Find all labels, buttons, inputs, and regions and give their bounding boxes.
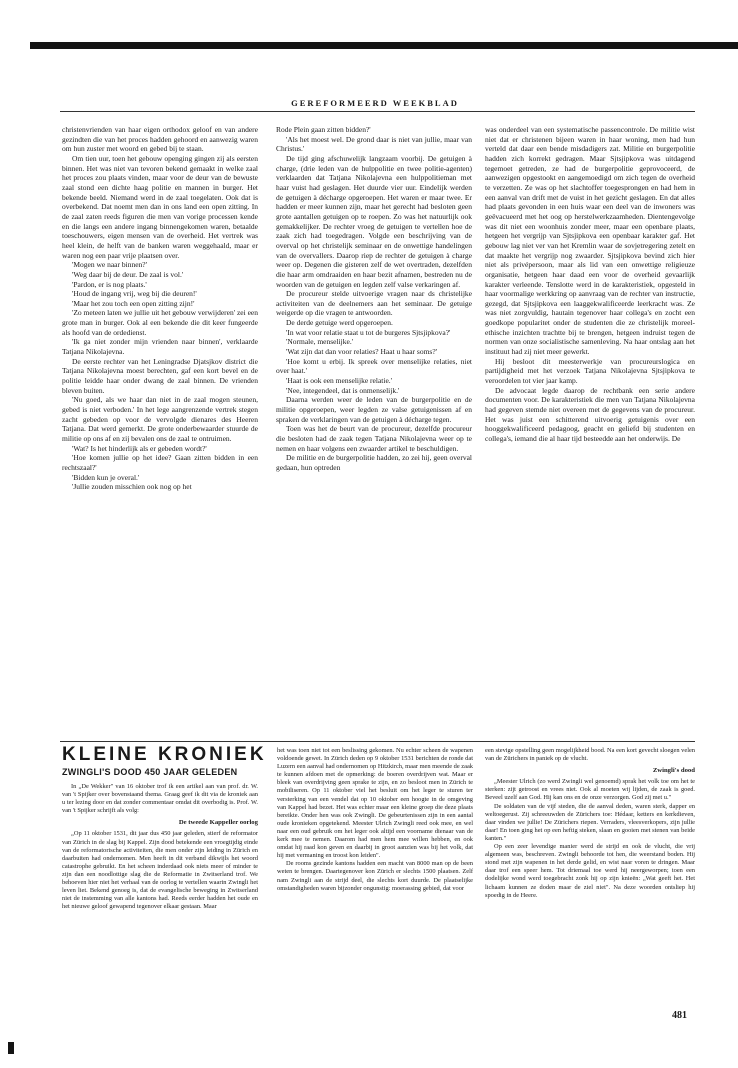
- kroniek-paragraph: „Meester Ulrich (zo werd Zwingli wel genoemd) sprak het volk toe om het te sterken: zijt getroost en vrees niet. Ook al moeten wij lijden, de zaak is goed. Beveel uzelf aan God. Hij kan ons en de onze verzorgen. God zij met u.": [485, 778, 695, 802]
- article-paragraph: Daarna werden weer de leden van de burgerpolitie en de militie opgeroepen, weer legden ze valse getuigenissen af en spraken de verklaringen van de getuigen à décharge tegen.: [276, 395, 472, 424]
- article-paragraph: Om tien uur, toen het gebouw openging gingen zij als eersten binnen. Het was niet van tevoren bekend gemaakt in welke zaal het proces zou plaats vinden, maar voor de deur van de bewuste zaal stond een dichte haag politie en mannen in burger. Het bekende beeld. Niemand werd in de zaal toegelaten. Ook dat is overbekend. Dat noemt men dan in ons land een open zitting. In de zaal zaten reeds figuren die men van vorige processen kende en die langs een andere ingang binnengekomen waren, betaalde toeschouwers, eigen mensen van de overheid. Het vertrek was heel klein, de helft van de banken waren weggehaald, maar er waren nog een paar vrije plaatsen over.: [62, 153, 258, 260]
- article-paragraph: 'Bidden kun je overal.': [72, 472, 140, 482]
- article-paragraph: De eerste rechter van het Leningradse Djatsjkov district die Tatjana Nikolajevna moest berechten, gaf een kort bevel en de politie leidde haar onder dwang de zaal binnen. De vrienden bleven buiten.: [62, 356, 258, 395]
- article-paragraph: 'Nee, integendeel, dat is onmenselijk.': [286, 385, 400, 395]
- kroniek-column-3: [485, 747, 695, 900]
- article-paragraph: 'Normale, menselijke.': [286, 337, 354, 347]
- article-paragraph: 'Ik ga niet zonder mijn vrienden naar binnen', verklaarde Tatjana Nikolajevna.: [62, 337, 258, 357]
- article-paragraph: De militie en de burgerpolitie hadden, zo zei hij, geen overval gedaan, hun optreden: [276, 453, 472, 472]
- article-paragraph: 'Hoe komt u erbij. Ik spreek over menselijke relaties, niet over haat.': [276, 356, 472, 376]
- header-rule: [60, 111, 695, 112]
- article-paragraph: De derde getuige werd opgeroepen.: [286, 318, 393, 328]
- article-paragraph: Rode Plein gaan zitten bidden?': [276, 125, 371, 134]
- kroniek-title: KLEINE KRONIEK: [62, 744, 267, 765]
- kroniek-subtitle: ZWINGLI'S DOOD 450 JAAR GELEDEN: [62, 767, 238, 777]
- article-paragraph: Hij besloot dit meesterwerkje van procureurslogica en partijdigheid met het verzoek Tatjana Nikolajevna Sjtsjipkova te veroordelen tot vier jaar kamp.: [485, 356, 695, 386]
- article-column-2: [276, 125, 472, 473]
- article-paragraph: De tijd ging afschuwelijk langzaam voorbij. De getuigen à charge, (drie leden van de hulppolitie en twee politie-agenten) verklaarden dat Tatjana Nikolajevna een hulppolitieman met haar vuist had geslagen. Het duurde vier uur. Eindelijk werden de getuigen à décharge opgeroepen. Het waren er maar twee. Er hadden er meer kunnen zijn, maar het gerecht had besloten geen grote aantallen getuigen op te roepen. Zo was het natuurlijk ook gemakkelijker. De rechter vroeg de getuigen te vertellen hoe de zaak zich had toegedragen. Volgde een beschrijving van de overval op het christelijk seminaar en de onwettige handelingen van de overvallers. Daarop riep de rechter de getuigen à charge weer op. Degenen die gisteren zelf de wet overtraden, dezelfden die haar arm omdraaiden en haar bezit afnamen, bestreden nu de woorden van de getuigen en legden zelf valse verkaringen af.: [276, 153, 472, 289]
- article-paragraph: 'Hoe komen jullie op het idee? Gaan zitten bidden in een rechtszaal?': [62, 453, 258, 472]
- kroniek-heading-kappeller: De tweede Kappeller oorlog: [178, 819, 258, 827]
- article-column-1: [62, 125, 258, 492]
- article-paragraph: 'Nu goed, als we haar dan niet in de zaal mogen steunen, gebed is niet verboden.' In het lege aangrenzende vertrek stegen zacht gebeden op voor de vervolgde dienares des Heeren Tatjana. Dat werd gemerkt. De grote onderbewaarder stuurde de militie op ons af en zij bevalen ons de zaal te ontruimen.: [62, 395, 258, 443]
- kroniek-paragraph: een stevige opstelling geen mogelijkheid bood. Na een kort gevecht sloegen velen van de Zürichers in paniek op de vlucht.: [485, 747, 695, 763]
- article-paragraph: 'Wat zijn dat dan voor relaties? Haat u haar soms?': [286, 347, 437, 357]
- article-paragraph: 'Mogen we naar binnen?': [72, 260, 147, 270]
- article-column-3: [485, 125, 695, 444]
- article-paragraph: 'Als het moest wel. De grond daar is niet van jullie, maar van Christus.': [276, 134, 472, 154]
- kroniek-paragraph: „Op 11 oktober 1531, dit jaar dus 450 jaar geleden, stierf de reformator van Zürich in de slag bij Kappel. Zijn dood betekende een vroegtijdig einde van de reformatorische activiteiten, die men onder zijn leiding in Zürich en daarbuiten had ondernomen. Men heeft in dit verband dikwijls het woord catastrophe gebruikt. En het scheen inderdaad ook niets meer of minder te zijn dan een noodlottige slag die de Reformatie in Zwitserland trof. We behoeven hier niet het verhaal van de oorlog te vertellen waarin Zwingli het leven liet. Bekend genoeg is, dat de evangelische beweging in Zwitserland niet de instemming van alle kantons had. Reeds eerder hadden het oude en het nieuwe geloof gewapend tegenover elkaar gestaan. Maar: [62, 830, 258, 911]
- corner-mark: [8, 1042, 14, 1054]
- article-paragraph: De procureur stelde uitvoerige vragen naar ds christelijke activiteiten van de deelnemers aan het seminaar. De getuige weigerde op die vragen te antwoorden.: [276, 289, 472, 318]
- kroniek-column-2: [277, 747, 473, 893]
- article-paragraph: Toen was het de beurt van de procureur, dezelfde procureur die besloten had de zaak tegen Tatjana Nikolajevna weer op te nemen en haar volgens een zwaarder artikel te beschuldigen.: [276, 424, 472, 453]
- kroniek-heading-zwingli-dood: Zwingli's dood: [652, 767, 695, 775]
- kroniek-paragraph: De rooms gezinde kantons hadden een macht van 8000 man op de been weten te brengen. Daartegenover kon Zürich er slechts 1500 plaatsen. Zelf nam Zwingli aan de strijd deel, die slechts kort duurde. De plaatselijke omstandigheden waren bijzonder ongunstig: moerassing gebied, dat voor: [277, 860, 473, 892]
- page-number: 481: [672, 1010, 687, 1021]
- kroniek-paragraph: het was toen niet tot een beslissing gekomen. Nu echter scheen de wapenen voldoende gewet. In Zürich deden op 9 oktober 1531 berichten de ronde dat Luzern een aanval had ondernomen op Hitzkirch, maar men meende de zaak te kunnen afdoen met de opmerking: de boeren overdrijven wat. Maar er bleek van overdrijving geen sprake te zijn, en zo besloot men in Zürich te mobiliseren. Op 11 oktober viel het besluit om het leger te sturen ter versterking van een vendel dat op 10 oktober een hoogte in de omgeving van Kappel had bezet. Het was echter maar een kleine groep die deze plaats bereikte. Onder hen was ook Zwingli. De gebeurtenissen zijn in een aantal oude kronieken opgetekend. Meester Ulrich Zwingli reed ook mee, en wel naar een oud gebruik om het leger ook altijd een voorname dienaar van de kerk mee te nemen. Daarom had men hem mee willen hebben, en ook omdat hij raad kon geven en daarbij in groot aanzien was bij het volk, dat hij met vermaning en troost kon leiden".: [277, 747, 473, 860]
- article-paragraph: 'Weg daar bij de deur. De zaal is vol.': [72, 269, 184, 279]
- running-header: GEREFORMEERD WEEKBLAD: [291, 98, 459, 108]
- kroniek-column-1: [62, 783, 258, 911]
- article-paragraph: 'Houd de ingang vrij, weg bij die deuren!': [72, 289, 197, 299]
- section-rule: [60, 741, 695, 742]
- article-paragraph: christenvrienden van haar eigen orthodox geloof en van andere gezindten die van het proces hadden gehoord en aanwezig waren om hun zuster met woord en gebed bij te staan.: [62, 125, 258, 154]
- article-paragraph: 'Jullie zouden misschien ook nog op het: [72, 482, 192, 492]
- kroniek-paragraph: Op een zeer levendige manier werd de strijd en ook de vlucht, die vrij algemeen was, beschreven. Zwingli behoorde tot hen, die weerstand boden. Hij stond met zijn wapenen in het derde gelid, en wist naar voren te dringen. Maar daar trof een speer hem. Tot driemaal toe werd hij neergeworpen; toen een dodelijke wond werd toegebracht zonk hij op zijn knieën: „Wat geeft het. Het lichaam kunnen ze doden maar de ziel niet". Na deze woorden ontsliep hij spoedig in de Heere.: [485, 843, 695, 899]
- kroniek-intro: In „De Wekker" van 16 oktober trof ik een artikel aan van prof. dr. W. van 't Spijker over bovenstaand thema. Graag geef ik dit via de kroniek aan u ter lezing door en dat zonder commentaar omdat dit overbodig is. Prof. W. van 't Spijker schrijft als volg:: [62, 783, 258, 815]
- article-paragraph: 'Haat is ook een menselijke relatie.': [286, 376, 392, 386]
- article-paragraph: 'Pardon, er is nog plaats.': [72, 279, 147, 289]
- kroniek-paragraph: De soldaten van de vijf steden, die de aanval deden, waren sterk, dapper en weltoegerust. Zij schreeuwden de Zürichers toe: Hédaar, ketters en kerkdieven, daar vinden we jullie! De Zürichers riepen. Verraders, vleesverkopers, zijn jullie daar! En toen ging het op een heftig steken, slaan en gooien met stenen van beide kanten.": [485, 802, 695, 842]
- top-black-bar: [30, 42, 738, 49]
- article-paragraph: was onderdeel van een systematische passencontrole. De militie wist niet dat er christenen bijeen waren in haar woning, men had hun verteld dat daar een bende misdadigers zat. Militie en burgerpolitie hadden zich korrekt gedragen. Maar Sjtsjipkova was uitdagend tegemoet getreden, ze had de burgerpolitie geprovoceerd, de aanwezigen opgestookt en aangemoedigd om zich tegen de overheid te verzetten. Ze was op het slachtoffer toegesprongen en had hem in een aanval van drift met de vuist in het gezicht geslagen. En dat alles had plaats gevonden in een huis waar een deel van de inwoners was geëvacueerd met het oog op herstelwerkzaamheden. Dientengevolge was dit niet een woonhuis zonder meer, maar een openbare plaats, hetgeen het vergrijp van Sjtsjipkova een openbaar karakter gaf. Het gebouw lag niet ver van het Kremlin waar de sovjetregering zetelt en dat maakte het vergrijp nog zwaarder. Sjtsjipkova bevind zich hier niet als privépersoon, maar als lid van een onwettige religieuze organisatie, hetgeen haar daad een voor de overheid gevaarlijk karakter verleende. Tenslotte werd in de karakteristiek, opgesteld in haar voormalige werkkring op aanvraag van de rechter van instructie, gezegd, dat Sjtsjipkova een laaggekwalificeerde leerkracht was. Ze was niet zorgvuldig, hautain tegenover haar collega's en zocht een goedkope popularitet onder de studenten die ze christelijk moreel-ethische inzichten trachtte bij te brengen, hetgeen indruist tegen de normen van onze socialistische samenleving. Na haar ontslag aan het instituut had zij niet meer gewerkt.: [485, 125, 695, 357]
- article-paragraph: 'Zo meteen laten we jullie uit het gebouw verwijderen' zei een grote man in burger. Ook al een bekende die dit keer fungeerde als hoofd van de ordedienst.: [62, 308, 258, 337]
- article-paragraph: 'In wat voor relatie staat u tot de burgeres Sjtsjipkova?': [286, 327, 451, 337]
- article-paragraph: 'Wat? Is het hinderlijk als er gebeden wordt?': [72, 443, 207, 453]
- article-paragraph: 'Maar het zou toch een open zitting zijn!': [72, 298, 195, 308]
- article-paragraph: De advocaat legde daarop de rechtbank een serie andere documenten voor. De karakteristiek die men van Tatjana Nikolajevna had gegeven stemde niet overeen met de gegevens van de procureur. Het was juist een schitterend uitvoerig getuigenis over een hooggekwalificeerd pedagoog, geacht en geliefd bij studenten en collega's, iemand die al haar tijd besteedde aan het onderwijs. De: [485, 385, 695, 443]
